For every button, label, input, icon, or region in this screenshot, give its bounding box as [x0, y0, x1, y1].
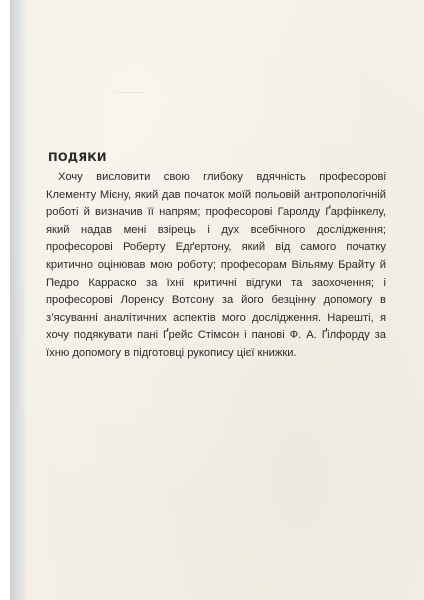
page-spine-shadow — [10, 0, 26, 600]
show-through-mark — [114, 92, 144, 99]
book-page — [10, 0, 424, 600]
acknowledgements-section — [46, 150, 386, 363]
section-heading: ПОДЯКИ — [48, 150, 107, 164]
acknowledgements-paragraph: Хочу висловити свою глибоку вдячність професорові Клементу Мієну, який дав початок моїй польовій антропологічній роботі й визначив її напрям; професорові Гаролду Ґарфінкелу, який надав мені взірець і дух всебічного дослідження; професорові Роберту Едґертону, який від самого початку критично оцінював мою роботу; професорам Вільяму Брайту й Педро Карраско за їхні критичні відгуки та заохочення; і професорові Лоренсу Вотсону за його безцінну допомогу в з’ясуванні аналітичних аспектів мого дослідження. Нарешті, я хочу подякувати пані Ґрейс Стімсон і панові Ф. А. Ґілфорду за їхню допомогу в підготовці рукопису цієї книжки. — [46, 171, 386, 359]
